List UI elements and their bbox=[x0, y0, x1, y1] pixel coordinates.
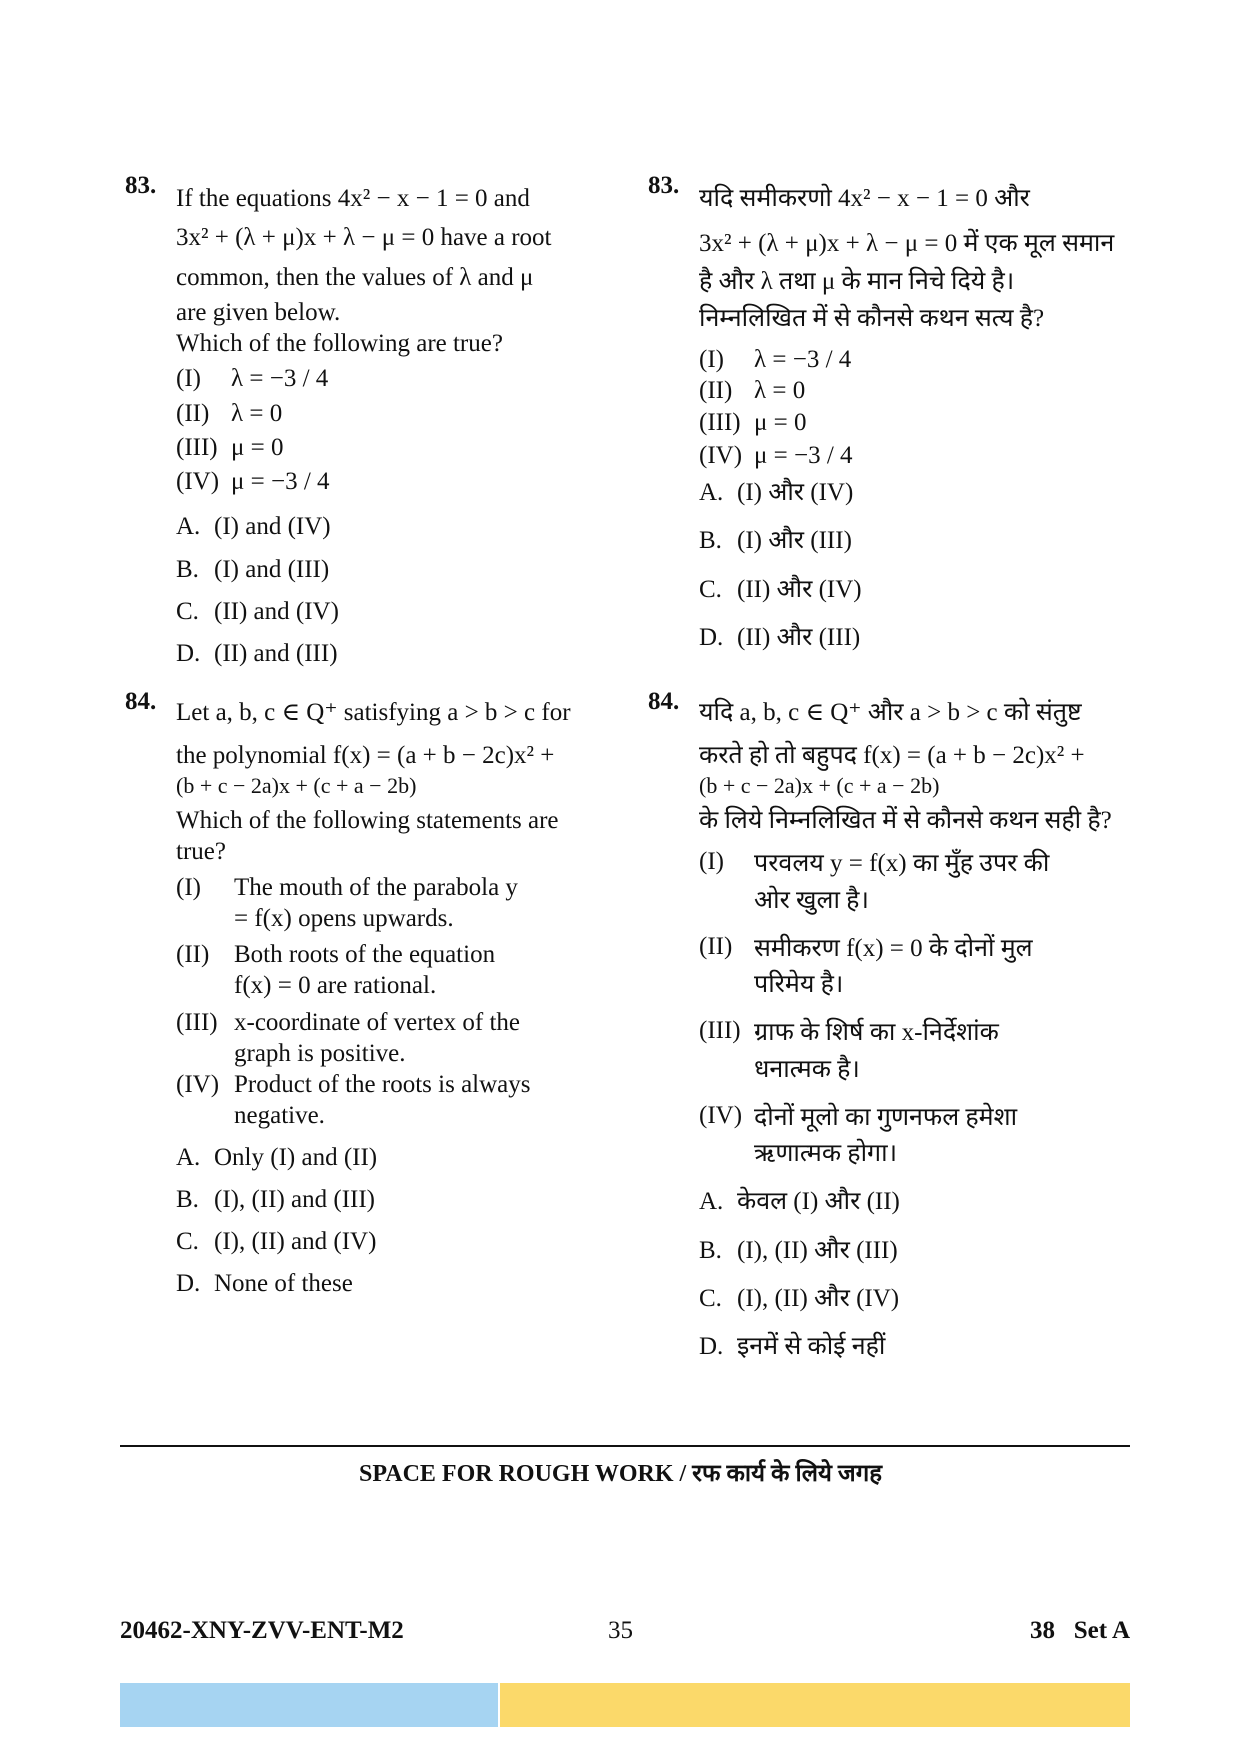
q83-statements bbox=[176, 363, 616, 497]
footer-color-bar-right bbox=[500, 1683, 1130, 1727]
statement-label: (I) bbox=[176, 365, 201, 393]
option-label: B. bbox=[699, 527, 722, 555]
statement-text: λ = −3 / 4 bbox=[754, 346, 852, 373]
statement-label: (II) bbox=[699, 932, 733, 960]
option-c bbox=[176, 596, 616, 627]
option-text: None of these bbox=[214, 1270, 353, 1298]
statement-text: μ = −3 / 4 bbox=[231, 468, 330, 495]
option-label: D. bbox=[176, 1270, 201, 1298]
stem-line: यदि a, b, c ∈ Q⁺ और a > b > c को संतुष्ट bbox=[699, 699, 1082, 726]
statement bbox=[176, 1069, 626, 1132]
stem-line: यदि समीकरणो 4x² − x − 1 = 0 और bbox=[699, 185, 1030, 212]
q83-hi-options bbox=[699, 477, 1159, 653]
stem-line: If the equations 4x² − x − 1 = 0 and bbox=[176, 185, 530, 212]
option-text: (II) and (III) bbox=[214, 640, 338, 667]
statement bbox=[176, 398, 616, 429]
statement-text: The mouth of the parabola y = f(x) opens upwards. bbox=[234, 873, 518, 932]
option-b bbox=[699, 1235, 1159, 1266]
q84-english bbox=[176, 697, 626, 1311]
option-d bbox=[699, 1331, 1159, 1362]
q83-hi-stem bbox=[699, 183, 1159, 334]
q84-hi-options bbox=[699, 1186, 1159, 1362]
option-label: D. bbox=[699, 623, 724, 651]
option-label: C. bbox=[176, 597, 199, 625]
q84-hindi bbox=[699, 697, 1159, 1379]
statement-text: Both roots of the equation f(x) = 0 are rational. bbox=[234, 941, 496, 1000]
statement-label: (II) bbox=[176, 399, 210, 427]
option-a bbox=[699, 1186, 1159, 1217]
option-label: C. bbox=[699, 575, 722, 603]
option-text: Only (I) and (II) bbox=[214, 1143, 378, 1171]
q83-hindi bbox=[699, 183, 1159, 670]
statement-label: (III) bbox=[176, 1008, 218, 1036]
option-text: (II) and (IV) bbox=[214, 597, 339, 625]
stem-line: (b + c − 2a)x + (c + a − 2b) bbox=[699, 772, 940, 798]
statement-text: परवलय y = f(x) का मुँह उपर की ओर खुला है। bbox=[754, 850, 1050, 914]
statement-text: समीकरण f(x) = 0 के दोनों मुल परिमेय है। bbox=[754, 934, 1033, 998]
statement bbox=[176, 432, 616, 463]
q84-stem bbox=[176, 697, 626, 868]
option-a bbox=[176, 1142, 626, 1173]
statement-label: (IV) bbox=[699, 1101, 743, 1129]
option-text: (II) और (III) bbox=[737, 623, 861, 651]
q84-number: 84. bbox=[125, 688, 157, 715]
option-d bbox=[699, 622, 1159, 653]
option-a bbox=[176, 511, 616, 542]
rough-work-label: SPACE FOR ROUGH WORK / रफ कार्य के लिये जगह bbox=[359, 1461, 882, 1487]
q84-hi-statements bbox=[699, 846, 1159, 1172]
q84-hi-number: 84. bbox=[648, 688, 680, 715]
option-label: C. bbox=[699, 1284, 722, 1312]
statement bbox=[699, 1100, 1159, 1173]
statement bbox=[699, 846, 1159, 919]
option-c bbox=[176, 1226, 626, 1257]
statement bbox=[699, 344, 1159, 375]
statement bbox=[699, 407, 1159, 438]
statement-label: (III) bbox=[699, 1017, 741, 1045]
option-text: (I), (II) and (III) bbox=[214, 1185, 375, 1213]
q83-stem bbox=[176, 183, 616, 359]
stem-line: है और λ तथा μ के मान निचे दिये है। bbox=[699, 267, 1015, 295]
option-text: (I) and (III) bbox=[214, 555, 330, 583]
option-c bbox=[699, 1283, 1159, 1314]
stem-line: (b + c − 2a)x + (c + a − 2b) bbox=[176, 772, 417, 798]
statement-text: x-coordinate of vertex of the graph is positive. bbox=[234, 1008, 520, 1067]
q84-statements bbox=[176, 872, 626, 1132]
statement bbox=[699, 440, 1159, 471]
stem-line: 3x² + (λ + μ)x + λ − μ = 0 have a root bbox=[176, 224, 552, 252]
statement-text: दोनों मूलो का गुणनफल हमेशा ऋणात्मक होगा। bbox=[754, 1103, 1018, 1167]
option-label: A. bbox=[176, 1143, 201, 1171]
statement bbox=[699, 931, 1159, 1004]
option-text: (I), (II) and (IV) bbox=[214, 1228, 377, 1255]
q84-options bbox=[176, 1142, 626, 1300]
option-label: C. bbox=[176, 1228, 199, 1255]
page-number: 35 bbox=[608, 1617, 633, 1644]
option-label: A. bbox=[176, 513, 201, 541]
stem-line: Which of the following statements are bbox=[176, 807, 559, 834]
statement bbox=[699, 1015, 1159, 1088]
option-text: (II) और (IV) bbox=[737, 575, 862, 603]
q84-hi-stem bbox=[699, 697, 1159, 836]
option-b bbox=[176, 554, 616, 585]
q83-english bbox=[176, 183, 616, 680]
paper-code: 20462-XNY-ZVV-ENT-M2 bbox=[120, 1617, 404, 1644]
stem-line: के लिये निम्नलिखित में से कौनसे कथन सही है? bbox=[699, 807, 1112, 834]
statement-text: λ = −3 / 4 bbox=[231, 365, 329, 393]
option-label: B. bbox=[699, 1236, 722, 1264]
statement-label: (I) bbox=[699, 346, 724, 373]
q83-number: 83. bbox=[125, 172, 157, 199]
stem-line: the polynomial f(x) = (a + b − 2c)x² + bbox=[176, 742, 555, 770]
statement-text: μ = 0 bbox=[754, 408, 807, 436]
statement-text: λ = 0 bbox=[231, 399, 283, 427]
option-label: D. bbox=[699, 1333, 724, 1360]
stem-line: निम्नलिखित में से कौनसे कथन सत्य है? bbox=[699, 304, 1045, 332]
option-text: (I) और (IV) bbox=[737, 479, 854, 506]
statement bbox=[176, 872, 626, 935]
option-label: A. bbox=[699, 1188, 724, 1216]
statement-text: λ = 0 bbox=[754, 377, 806, 405]
option-b bbox=[699, 525, 1159, 556]
stem-line: true? bbox=[176, 838, 226, 866]
stem-line: are given below. bbox=[176, 298, 341, 326]
q83-options bbox=[176, 511, 616, 669]
option-text: इनमें से कोई नहीं bbox=[737, 1333, 886, 1360]
option-text: (I) and (IV) bbox=[214, 513, 331, 541]
option-c bbox=[699, 574, 1159, 605]
option-text: (I), (II) और (III) bbox=[737, 1236, 898, 1264]
statement-label: (II) bbox=[699, 377, 733, 405]
footer-color-bar-left bbox=[120, 1683, 498, 1727]
option-label: B. bbox=[176, 1185, 199, 1213]
statement bbox=[176, 939, 626, 1002]
option-label: B. bbox=[176, 555, 199, 583]
option-b bbox=[176, 1184, 626, 1215]
statement-label: (III) bbox=[176, 433, 218, 461]
statement-label: (IV) bbox=[176, 468, 220, 495]
statement bbox=[176, 466, 616, 497]
statement bbox=[176, 363, 616, 394]
option-a bbox=[699, 477, 1159, 508]
statement bbox=[699, 375, 1159, 406]
statement-text: ग्राफ के शिर्ष का x-निर्देशांक धनात्मक है। bbox=[754, 1019, 999, 1083]
stem-line: Let a, b, c ∈ Q⁺ satisfying a > b > c for bbox=[176, 699, 571, 726]
option-text: केवल (I) और (II) bbox=[737, 1188, 900, 1216]
statement-text: Product of the roots is always negative. bbox=[234, 1071, 531, 1130]
option-label: A. bbox=[699, 479, 724, 506]
statement-label: (I) bbox=[699, 848, 724, 876]
statement-label: (III) bbox=[699, 408, 741, 436]
stem-line: Which of the following are true? bbox=[176, 330, 503, 357]
statement bbox=[176, 1007, 626, 1070]
set-info: 38 Set A bbox=[1030, 1617, 1130, 1644]
stem-line: 3x² + (λ + μ)x + λ − μ = 0 में एक मूल समान bbox=[699, 230, 1115, 258]
option-d bbox=[176, 638, 616, 669]
stem-line: करते हो तो बहुपद f(x) = (a + b − 2c)x² + bbox=[699, 742, 1085, 770]
stem-line: common, then the values of λ and μ bbox=[176, 263, 534, 291]
statement-label: (II) bbox=[176, 941, 210, 968]
q83-hi-statements bbox=[699, 344, 1159, 471]
q83-hi-number: 83. bbox=[648, 172, 680, 199]
option-label: D. bbox=[176, 640, 201, 667]
statement-text: μ = −3 / 4 bbox=[754, 441, 853, 469]
option-text: (I), (II) और (IV) bbox=[737, 1284, 900, 1312]
statement-text: μ = 0 bbox=[231, 433, 284, 461]
statement-label: (I) bbox=[176, 873, 201, 901]
rough-work-divider bbox=[120, 1445, 1130, 1447]
statement-label: (IV) bbox=[176, 1071, 220, 1098]
option-text: (I) और (III) bbox=[737, 527, 852, 555]
option-d bbox=[176, 1268, 626, 1299]
statement-label: (IV) bbox=[699, 441, 743, 469]
